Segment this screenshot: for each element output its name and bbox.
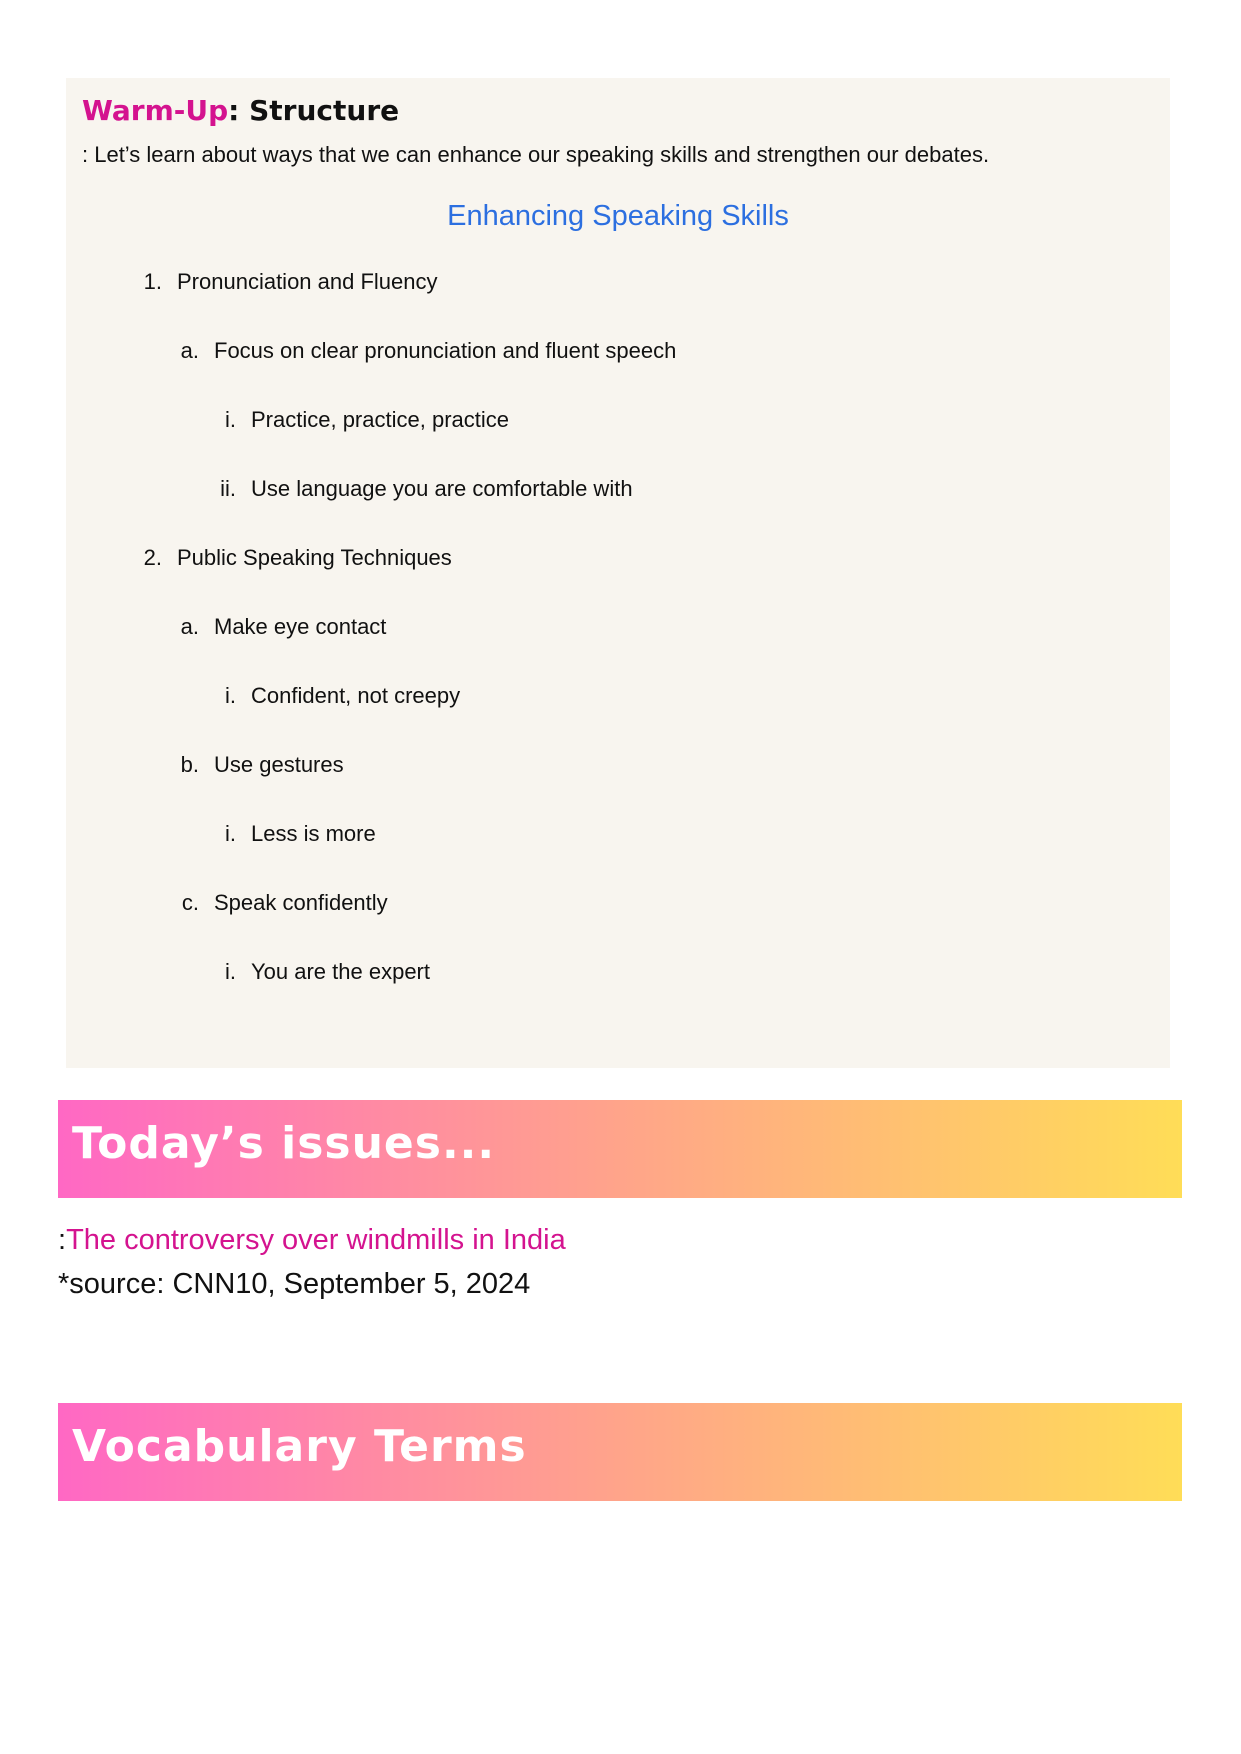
- issue-source: *source: CNN10, September 5, 2024: [58, 1268, 531, 1300]
- outline-text: Confident, not creepy: [251, 683, 461, 708]
- issue-prefix: :: [58, 1224, 67, 1256]
- issue-topic-line: [58, 1224, 566, 1257]
- outline-marker: i.: [225, 407, 236, 432]
- outline-marker: 1.: [143, 269, 162, 294]
- outline-marker: a.: [180, 614, 199, 639]
- todays-issues-title: Today’s issues...: [72, 1118, 496, 1169]
- outline-marker: c.: [181, 890, 199, 915]
- vocabulary-banner: [58, 1403, 1182, 1501]
- outline-text: Focus on clear pronunciation and fluent speech: [214, 338, 677, 363]
- outline-text: Use language you are comfortable with: [251, 476, 633, 501]
- outline-text: Pronunciation and Fluency: [177, 269, 438, 294]
- warmup-title: [82, 94, 399, 127]
- outline-marker: a.: [180, 338, 199, 363]
- outline-text: Speak confidently: [214, 890, 388, 915]
- outline-text: Public Speaking Techniques: [177, 545, 452, 570]
- outline-marker: 2.: [143, 545, 162, 570]
- outline-text: Practice, practice, practice: [251, 407, 509, 432]
- outline-text: Use gestures: [214, 752, 344, 777]
- outline-marker: i.: [225, 683, 236, 708]
- issue-topic-link[interactable]: The controversy over windmills in India: [66, 1224, 566, 1256]
- warmup-title-highlight: Warm-Up: [82, 94, 229, 127]
- outline-text: Less is more: [251, 821, 376, 846]
- outline-text: You are the expert: [251, 959, 430, 984]
- warmup-intro: : Let’s learn about ways that we can enhance our speaking skills and strengthen our debates.: [82, 142, 990, 167]
- outline-text: Make eye contact: [214, 614, 387, 639]
- todays-issues-banner: [58, 1100, 1182, 1198]
- outline-heading: Enhancing Speaking Skills: [447, 200, 789, 232]
- warmup-title-rest: : Structure: [228, 94, 400, 127]
- outline-marker: i.: [225, 959, 236, 984]
- outline-marker: i.: [225, 821, 236, 846]
- outline-marker: ii.: [220, 476, 236, 501]
- vocabulary-title: Vocabulary Terms: [72, 1421, 527, 1472]
- outline-marker: b.: [180, 752, 199, 777]
- warmup-section: [66, 78, 1170, 1068]
